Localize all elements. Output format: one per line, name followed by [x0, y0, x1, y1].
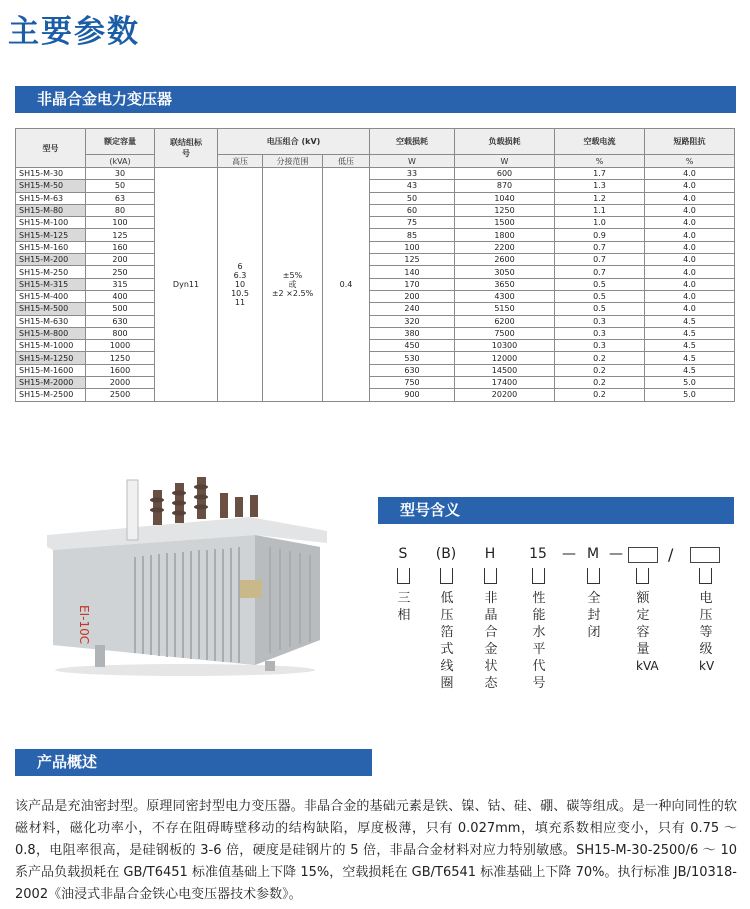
cell-capacity: 160: [86, 241, 155, 253]
cell-noload-current: 1.0: [555, 217, 645, 229]
cell-load-loss: 20200: [455, 389, 555, 401]
section-header-overview: 产品概述: [15, 749, 372, 776]
cell-noload-loss: 240: [370, 303, 455, 315]
cell-noload-current: 0.5: [555, 290, 645, 302]
cell-model: SH15-M-1250: [16, 352, 86, 364]
cell-capacity: 1600: [86, 364, 155, 376]
cell-noload-loss: 170: [370, 278, 455, 290]
header-load-loss-unit: W: [455, 155, 555, 168]
cell-capacity: 630: [86, 315, 155, 327]
cell-noload-current: 1.3: [555, 180, 645, 192]
cell-noload-current: 1.1: [555, 204, 645, 216]
label-foil-coil: 低压箔式线圈: [440, 591, 454, 691]
cell-impedance: 4.5: [645, 340, 735, 352]
cell-noload-loss: 125: [370, 254, 455, 266]
cell-load-loss: 1250: [455, 204, 555, 216]
cell-load-loss: 17400: [455, 377, 555, 389]
cell-noload-current: 1.2: [555, 192, 645, 204]
cell-load-loss: 600: [455, 168, 555, 180]
cell-impedance: 4.0: [645, 192, 735, 204]
table-row: [16, 168, 735, 180]
cell-model: SH15-M-30: [16, 168, 86, 180]
table-row: [16, 389, 735, 401]
cell-model: SH15-M-160: [16, 241, 86, 253]
cell-noload-loss: 50: [370, 192, 455, 204]
label-sealed: 全封闭: [587, 591, 601, 640]
cell-hv: 6 6.3 10 10.5 11: [218, 168, 263, 402]
cell-capacity: 100: [86, 217, 155, 229]
header-noload-current-unit: %: [555, 155, 645, 168]
cell-model: SH15-M-80: [16, 204, 86, 216]
cell-noload-loss: 33: [370, 168, 455, 180]
table-row: [16, 290, 735, 302]
cell-capacity: 400: [86, 290, 155, 302]
cell-noload-loss: 140: [370, 266, 455, 278]
table-body: [16, 168, 735, 402]
cell-noload-loss: 43: [370, 180, 455, 192]
cell-load-loss: 5150: [455, 303, 555, 315]
header-lv: 低压: [323, 155, 370, 168]
cell-model: SH15-M-125: [16, 229, 86, 241]
code-part-15: 15: [529, 546, 547, 562]
cell-impedance: 4.0: [645, 204, 735, 216]
cell-noload-loss: 630: [370, 364, 455, 376]
header-noload-loss: 空载损耗: [370, 129, 455, 155]
table-row: [16, 217, 735, 229]
cell-load-loss: 1500: [455, 217, 555, 229]
table-row: [16, 229, 735, 241]
cell-noload-loss: 380: [370, 327, 455, 339]
overview-text: 该产品是充油密封型。原理同密封型电力变压器。非晶合金的基础元素是铁、镍、钴、硅、硼、碳等组成。是一种向同性的软磁材料，磁化功率小，不存在阻碍畴壁移动的结构缺陷，厚度极薄，只有 0.027mm，填充系数相应变小，只有 0.75 ～ 0.8，电阻率很高，是硅钢板的 3-6 倍，硬度是硅钢片的 5 倍，非晶合金材料对应力特别敏感。SH15-M-30-2500/6 ～ 10 系产品负载损耗在 GB/T6451 标准值基础上下降 15%，空载损耗在 GB/T6541 标准基础上下降 70%。执行标准 JB/10318-2002《油浸式非晶合金铁心电变压器技术参数》。: [15, 799, 737, 902]
header-connection: 联结组标号: [155, 129, 218, 168]
cell-noload-loss: 60: [370, 204, 455, 216]
cell-noload-current: 0.2: [555, 352, 645, 364]
cell-lv: 0.4: [323, 168, 370, 402]
cell-capacity: 125: [86, 229, 155, 241]
cell-model: SH15-M-200: [16, 254, 86, 266]
header-noload-loss-unit: W: [370, 155, 455, 168]
cell-load-loss: 3650: [455, 278, 555, 290]
bracket-7: [699, 568, 712, 584]
cell-noload-current: 0.3: [555, 315, 645, 327]
cell-impedance: 5.0: [645, 389, 735, 401]
code-part-m: M: [586, 546, 600, 562]
label-amorphous: 非晶合金状态: [484, 591, 498, 691]
cell-capacity: 1000: [86, 340, 155, 352]
header-tap: 分接范围: [263, 155, 323, 168]
cell-load-loss: 6200: [455, 315, 555, 327]
cell-impedance: 4.0: [645, 290, 735, 302]
cell-noload-current: 1.7: [555, 168, 645, 180]
header-noload-current: 空载电流: [555, 129, 645, 155]
cell-impedance: 4.5: [645, 364, 735, 376]
bracket-5: [587, 568, 600, 584]
cell-load-loss: 12000: [455, 352, 555, 364]
cell-noload-current: 0.7: [555, 266, 645, 278]
table-row: [16, 364, 735, 376]
table-row: [16, 340, 735, 352]
code-dash-2: —: [609, 546, 623, 562]
cell-capacity: 30: [86, 168, 155, 180]
cell-noload-current: 0.7: [555, 241, 645, 253]
cell-noload-current: 0.5: [555, 278, 645, 290]
cell-noload-loss: 530: [370, 352, 455, 364]
cell-noload-loss: 750: [370, 377, 455, 389]
cell-noload-loss: 450: [370, 340, 455, 352]
header-rated-capacity-unit: (kVA): [86, 155, 155, 168]
cell-load-loss: 870: [455, 180, 555, 192]
cell-connection: Dyn11: [155, 168, 218, 402]
cell-impedance: 4.5: [645, 315, 735, 327]
cell-model: SH15-M-1600: [16, 364, 86, 376]
cell-noload-current: 0.3: [555, 327, 645, 339]
bracket-2: [440, 568, 453, 584]
code-slash: /: [668, 545, 674, 564]
cell-load-loss: 2200: [455, 241, 555, 253]
code-part-h: H: [484, 546, 496, 562]
header-rated-capacity: 额定容量: [86, 129, 155, 155]
cell-model: SH15-M-800: [16, 327, 86, 339]
cell-noload-current: 0.3: [555, 340, 645, 352]
table-row: [16, 241, 735, 253]
cell-load-loss: 1040: [455, 192, 555, 204]
label-phase: 三相: [397, 591, 411, 623]
table-row: [16, 352, 735, 364]
cell-noload-current: 0.2: [555, 389, 645, 401]
table-row: [16, 192, 735, 204]
header-hv: 高压: [218, 155, 263, 168]
header-voltage: 电压组合 (kV): [218, 129, 370, 155]
table-row: [16, 204, 735, 216]
cell-load-loss: 1800: [455, 229, 555, 241]
cell-load-loss: 2600: [455, 254, 555, 266]
cell-model: SH15-M-315: [16, 278, 86, 290]
cell-model: SH15-M-2500: [16, 389, 86, 401]
table-row: [16, 254, 735, 266]
cell-capacity: 250: [86, 266, 155, 278]
section-header-model: 型号含义: [378, 497, 734, 524]
bracket-1: [397, 568, 410, 584]
label-capacity: 额定容量 kVA: [636, 591, 659, 673]
cell-model: SH15-M-2000: [16, 377, 86, 389]
cell-impedance: 4.0: [645, 303, 735, 315]
cell-capacity: 200: [86, 254, 155, 266]
cell-impedance: 4.0: [645, 180, 735, 192]
table-row: [16, 278, 735, 290]
header-model: 型号: [16, 129, 86, 168]
cell-model: SH15-M-63: [16, 192, 86, 204]
code-part-s: S: [398, 546, 408, 562]
cell-noload-loss: 900: [370, 389, 455, 401]
code-box-capacity: [628, 547, 658, 563]
cell-load-loss: 10300: [455, 340, 555, 352]
code-dash-1: —: [562, 546, 576, 562]
label-performance: 性能水平代号: [532, 591, 546, 691]
cell-model: SH15-M-100: [16, 217, 86, 229]
cell-noload-loss: 200: [370, 290, 455, 302]
cell-capacity: 1250: [86, 352, 155, 364]
parameters-table: [15, 128, 735, 402]
cell-noload-current: 0.5: [555, 303, 645, 315]
cell-capacity: 2000: [86, 377, 155, 389]
table-row: [16, 303, 735, 315]
cell-model: SH15-M-630: [16, 315, 86, 327]
cell-load-loss: 4300: [455, 290, 555, 302]
cell-noload-loss: 75: [370, 217, 455, 229]
cell-impedance: 5.0: [645, 377, 735, 389]
cell-model: SH15-M-500: [16, 303, 86, 315]
bracket-4: [532, 568, 545, 584]
cell-tap: ±5% 或 ±2 ×2.5%: [263, 168, 323, 402]
table-row: [16, 266, 735, 278]
cell-capacity: 500: [86, 303, 155, 315]
cell-load-loss: 3050: [455, 266, 555, 278]
cell-noload-loss: 100: [370, 241, 455, 253]
cell-model: SH15-M-400: [16, 290, 86, 302]
cell-impedance: 4.0: [645, 229, 735, 241]
page-title: 主要参数: [8, 14, 140, 50]
transformer-photo: [35, 465, 335, 680]
cell-load-loss: 14500: [455, 364, 555, 376]
table-row: [16, 327, 735, 339]
cell-impedance: 4.5: [645, 352, 735, 364]
cell-impedance: 4.5: [645, 327, 735, 339]
cell-capacity: 2500: [86, 389, 155, 401]
cell-noload-current: 0.9: [555, 229, 645, 241]
cell-impedance: 4.0: [645, 266, 735, 278]
photo-side-label: ЕⅠ-10С: [77, 605, 91, 645]
cell-model: SH15-M-250: [16, 266, 86, 278]
cell-impedance: 4.0: [645, 278, 735, 290]
header-impedance: 短路阻抗: [645, 129, 735, 155]
cell-impedance: 4.0: [645, 217, 735, 229]
cell-capacity: 800: [86, 327, 155, 339]
cell-noload-current: 0.2: [555, 377, 645, 389]
table-row: [16, 180, 735, 192]
label-voltage: 电压等级 kV: [699, 591, 715, 673]
cell-capacity: 63: [86, 192, 155, 204]
cell-noload-loss: 85: [370, 229, 455, 241]
cell-impedance: 4.0: [645, 168, 735, 180]
cell-impedance: 4.0: [645, 254, 735, 266]
section-header-params: 非晶合金电力变压器: [15, 86, 736, 113]
cell-noload-current: 0.7: [555, 254, 645, 266]
cell-noload-current: 0.2: [555, 364, 645, 376]
code-part-b: (B): [435, 546, 457, 562]
cell-capacity: 50: [86, 180, 155, 192]
cell-load-loss: 7500: [455, 327, 555, 339]
cell-model: SH15-M-50: [16, 180, 86, 192]
cell-model: SH15-M-1000: [16, 340, 86, 352]
header-load-loss: 负载损耗: [455, 129, 555, 155]
cell-capacity: 315: [86, 278, 155, 290]
cell-impedance: 4.0: [645, 241, 735, 253]
bracket-6: [636, 568, 649, 584]
header-impedance-unit: %: [645, 155, 735, 168]
table-row: [16, 315, 735, 327]
cell-capacity: 80: [86, 204, 155, 216]
table-row: [16, 377, 735, 389]
bracket-3: [484, 568, 497, 584]
cell-noload-loss: 320: [370, 315, 455, 327]
code-box-voltage: [690, 547, 720, 563]
